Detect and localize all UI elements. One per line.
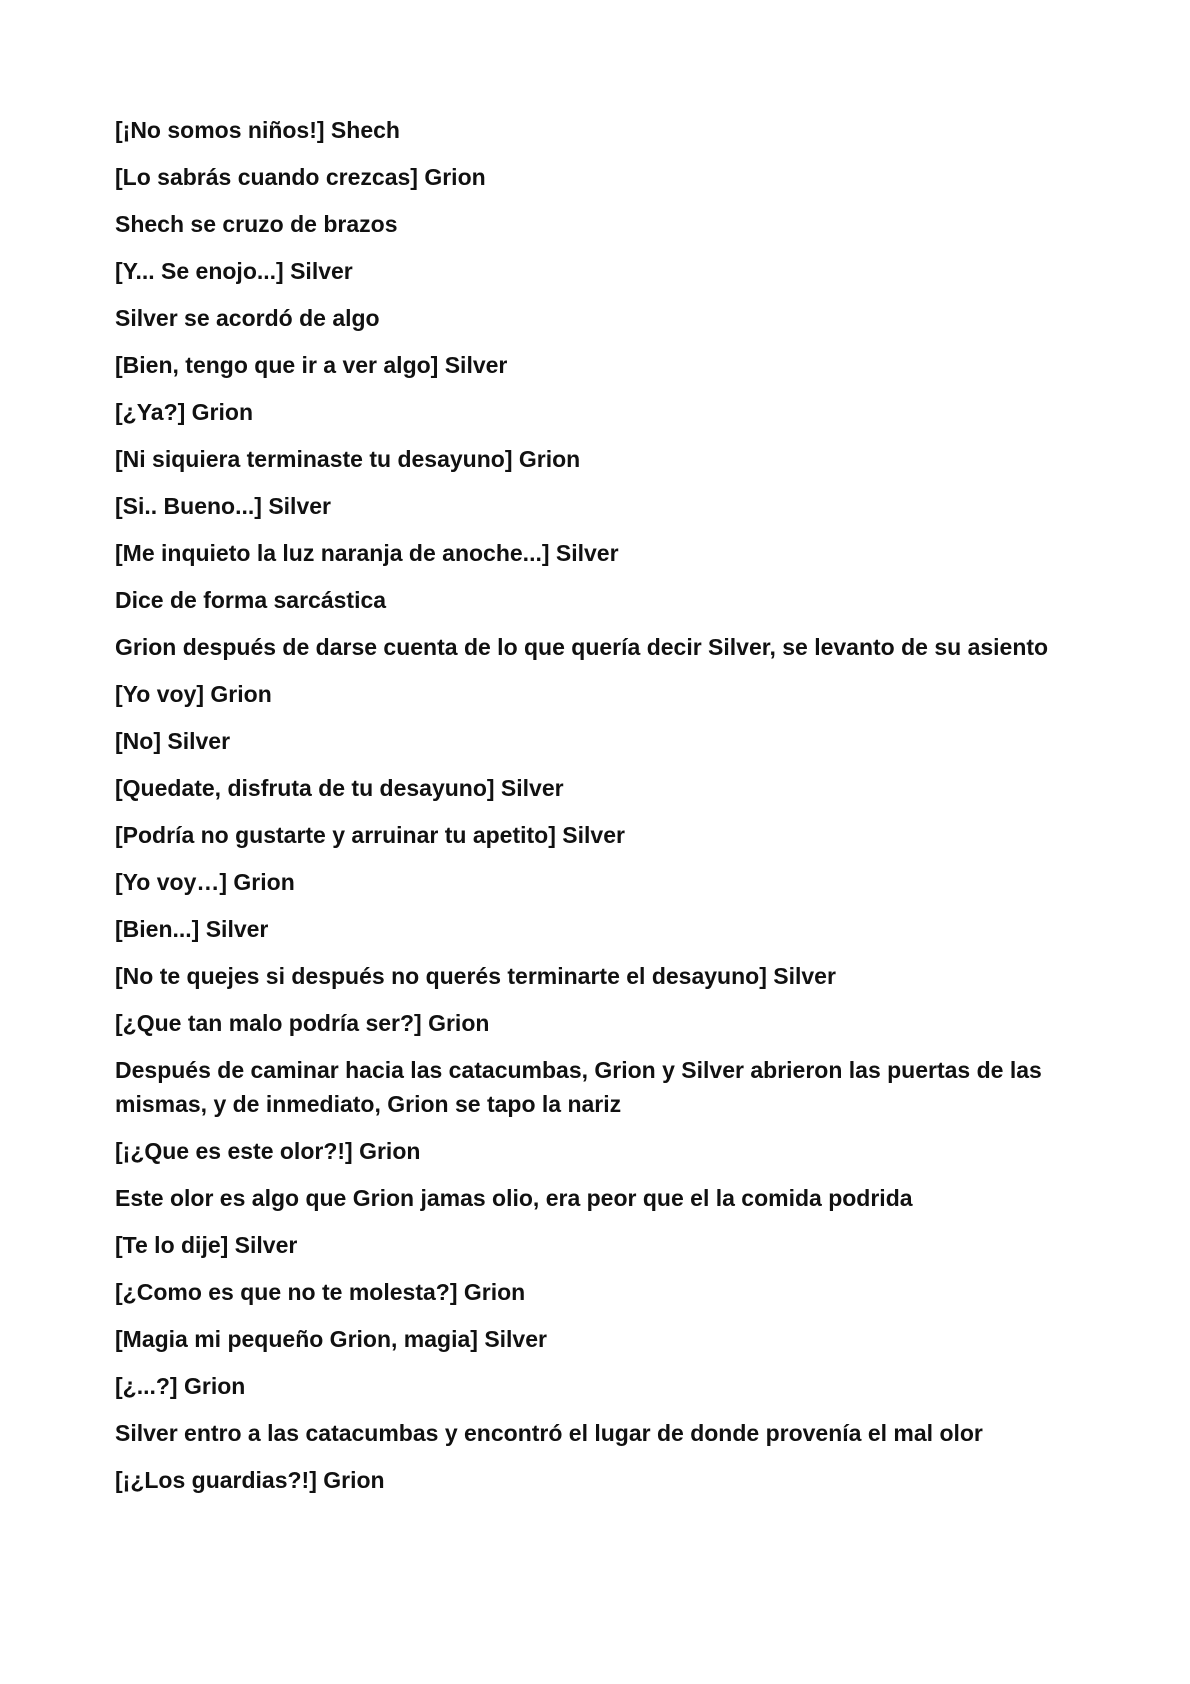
paragraph: [Lo sabrás cuando crezcas] Grion	[115, 164, 486, 190]
paragraph: [Bien...] Silver	[115, 916, 269, 942]
paragraph: Grion después de darse cuenta de lo que quería decir Silver, se levanto de su asiento	[115, 634, 1049, 660]
paragraph: Silver entro a las catacumbas y encontró el lugar de donde provenía el mal olor	[115, 1420, 983, 1446]
paragraph: [Te lo dije] Silver	[115, 1232, 298, 1258]
paragraph: [¿Que tan malo podría ser?] Grion	[115, 1010, 490, 1036]
document-body	[115, 113, 1075, 1497]
paragraph: [¿Como es que no te molesta?] Grion	[115, 1279, 526, 1305]
paragraph: Este olor es algo que Grion jamas olio, era peor que el la comida podrida	[115, 1185, 913, 1211]
paragraph: [¿Ya?] Grion	[115, 399, 253, 425]
paragraph: [Podría no gustarte y arruinar tu apetito] Silver	[115, 822, 625, 848]
paragraph: [Y... Se enojo...] Silver	[115, 258, 353, 284]
paragraph: [Me inquieto la luz naranja de anoche...] Silver	[115, 540, 619, 566]
paragraph: Después de caminar hacia las catacumbas, Grion y Silver abrieron las puertas de las mismas, y de inmediato, Grion se tapo la nariz	[115, 1057, 1042, 1117]
paragraph: [¡¿Los guardias?!] Grion	[115, 1467, 385, 1493]
paragraph: Silver se acordó de algo	[115, 305, 380, 331]
paragraph: [Yo voy…] Grion	[115, 869, 295, 895]
paragraph: [Yo voy] Grion	[115, 681, 272, 707]
paragraph: [No te quejes si después no querés terminarte el desayuno] Silver	[115, 963, 836, 989]
paragraph: [Quedate, disfruta de tu desayuno] Silver	[115, 775, 564, 801]
paragraph: [¡No somos niños!] Shech	[115, 117, 400, 143]
paragraph: [¡¿Que es este olor?!] Grion	[115, 1138, 421, 1164]
paragraph: [Si.. Bueno...] Silver	[115, 493, 331, 519]
paragraph: [Bien, tengo que ir a ver algo] Silver	[115, 352, 508, 378]
paragraph: [No] Silver	[115, 728, 231, 754]
paragraph: Dice de forma sarcástica	[115, 587, 387, 613]
paragraph: [Magia mi pequeño Grion, magia] Silver	[115, 1326, 547, 1352]
paragraph: [Ni siquiera terminaste tu desayuno] Grion	[115, 446, 581, 472]
paragraph: [¿...?] Grion	[115, 1373, 246, 1399]
paragraph: Shech se cruzo de brazos	[115, 211, 398, 237]
